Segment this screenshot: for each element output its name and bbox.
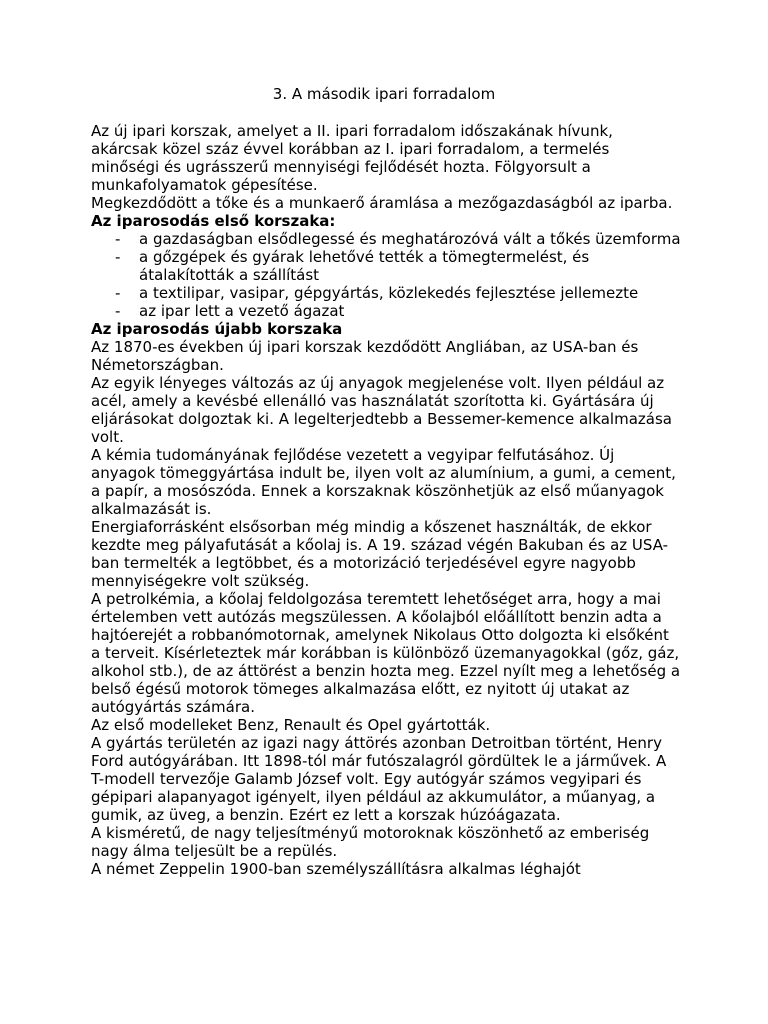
list-item (91, 248, 681, 284)
document-body (91, 122, 681, 878)
list-item-text: az ipar lett a vezető ágazat (139, 302, 345, 320)
dash-bullet: - (115, 230, 121, 248)
body-paragraph: A német Zeppelin 1900-ban személyszállításra alkalmas léghajót (91, 860, 581, 878)
list-item (91, 230, 681, 248)
section-heading-first-era: Az iparosodás első korszaka: (91, 212, 336, 230)
section-heading-new-era: Az iparosodás újabb korszaka (91, 320, 343, 338)
intro-paragraph: Megkezdődött a tőke és a munkaerő áramlása a mezőgazdaságból az iparba. (91, 194, 673, 212)
body-paragraph: A kisméretű, de nagy teljesítményű motoroknak köszönhető az emberiség nagy álma teljesült be a repülés. (91, 824, 650, 860)
body-paragraph: Az 1870-es években új ipari korszak kezdődött Angliában, az USA-ban és Németországban. (91, 338, 639, 374)
body-paragraph: Energiaforrásként elsősorban még mindig a kőszenet használták, de ekkor kezdte meg pályafutását a kőolaj is. A 19. század végén Bakuban és az USA-ban termelték a legtöbbet, és a motorizáció terjedésével egyre nagyobb mennyiségekre volt szükség. (91, 518, 669, 590)
list-item-text: a textilipar, vasipar, gépgyártás, közlekedés fejlesztése jellemezte (139, 284, 639, 302)
list-item (91, 284, 681, 302)
document-title: 3. A második ipari forradalom (272, 85, 496, 103)
dash-bullet: - (115, 302, 121, 320)
list-item-text: a gazdaságban elsődlegessé és meghatározóvá vált a tőkés üzemforma (139, 230, 681, 248)
body-paragraph: A kémia tudományának fejlődése vezetett a vegyipar felfutásához. Új anyagok tömeggyártása indult be, ilyen volt az alumínium, a gumi, a cement, a papír, a mosószóda. Ennek a korszaknak köszönhetjük az első műanyagok alkalmazását is. (91, 446, 676, 518)
dash-bullet: - (115, 284, 121, 302)
body-paragraph: Az egyik lényeges változás az új anyagok megjelenése volt. Ilyen például az acél, amely a kevésbé ellenálló vas használatát szorította ki. Gyártására új eljárásokat dolgoztak ki. A legelterjedtebb a Bessemer-kemence alkalmazása volt. (91, 374, 672, 446)
list-item (91, 302, 681, 320)
body-paragraph: A petrolkémia, a kőolaj feldolgozása teremtett lehetőséget arra, hogy a mai értelemben vett autózás megszülessen. A kőolajból előállított benzin adta a hajtóerejét a robbanómotornak, amelynek Nikolaus Otto dolgozta ki elsőként a terveit. Kísérleteztek már korábban is különböző üzemanyagokkal (gőz, gáz, alkohol stb.), de az áttörést a benzin hozta meg. Ezzel nyílt meg a lehetőség a belső égésű motorok tömeges alkalmazása előtt, ez nyitott új utakat az autógyártás számára. (91, 590, 681, 716)
first-era-list (91, 230, 681, 320)
list-item-text: a gőzgépek és gyárak lehetővé tették a tömegtermelést, és átalakították a szállítást (139, 248, 590, 284)
intro-paragraph: Az új ipari korszak, amelyet a II. ipari forradalom időszakának hívunk, akárcsak közel száz évvel korábban az I. ipari forradalom, a termelés minőségi és ugrásszerű mennyiségi fejlődését hozta. Fölgyorsult a munkafolyamatok gépesítése. (91, 122, 613, 194)
dash-bullet: - (115, 248, 121, 266)
body-paragraph: A gyártás területén az igazi nagy áttörés azonban Detroitban történt, Henry Ford autógyárában. Itt 1898-tól már futószalagról gördültek le a járművek. A T-modell tervezője Galamb József volt. Egy autógyár számos vegyipari és gépipari alapanyagot igényelt, ilyen például az akkumulátor, a műanyag, a gumik, az üveg, a benzin. Ezért ez lett a korszak húzóágazata. (91, 734, 667, 824)
body-paragraph: Az első modelleket Benz, Renault és Opel gyártották. (91, 716, 491, 734)
